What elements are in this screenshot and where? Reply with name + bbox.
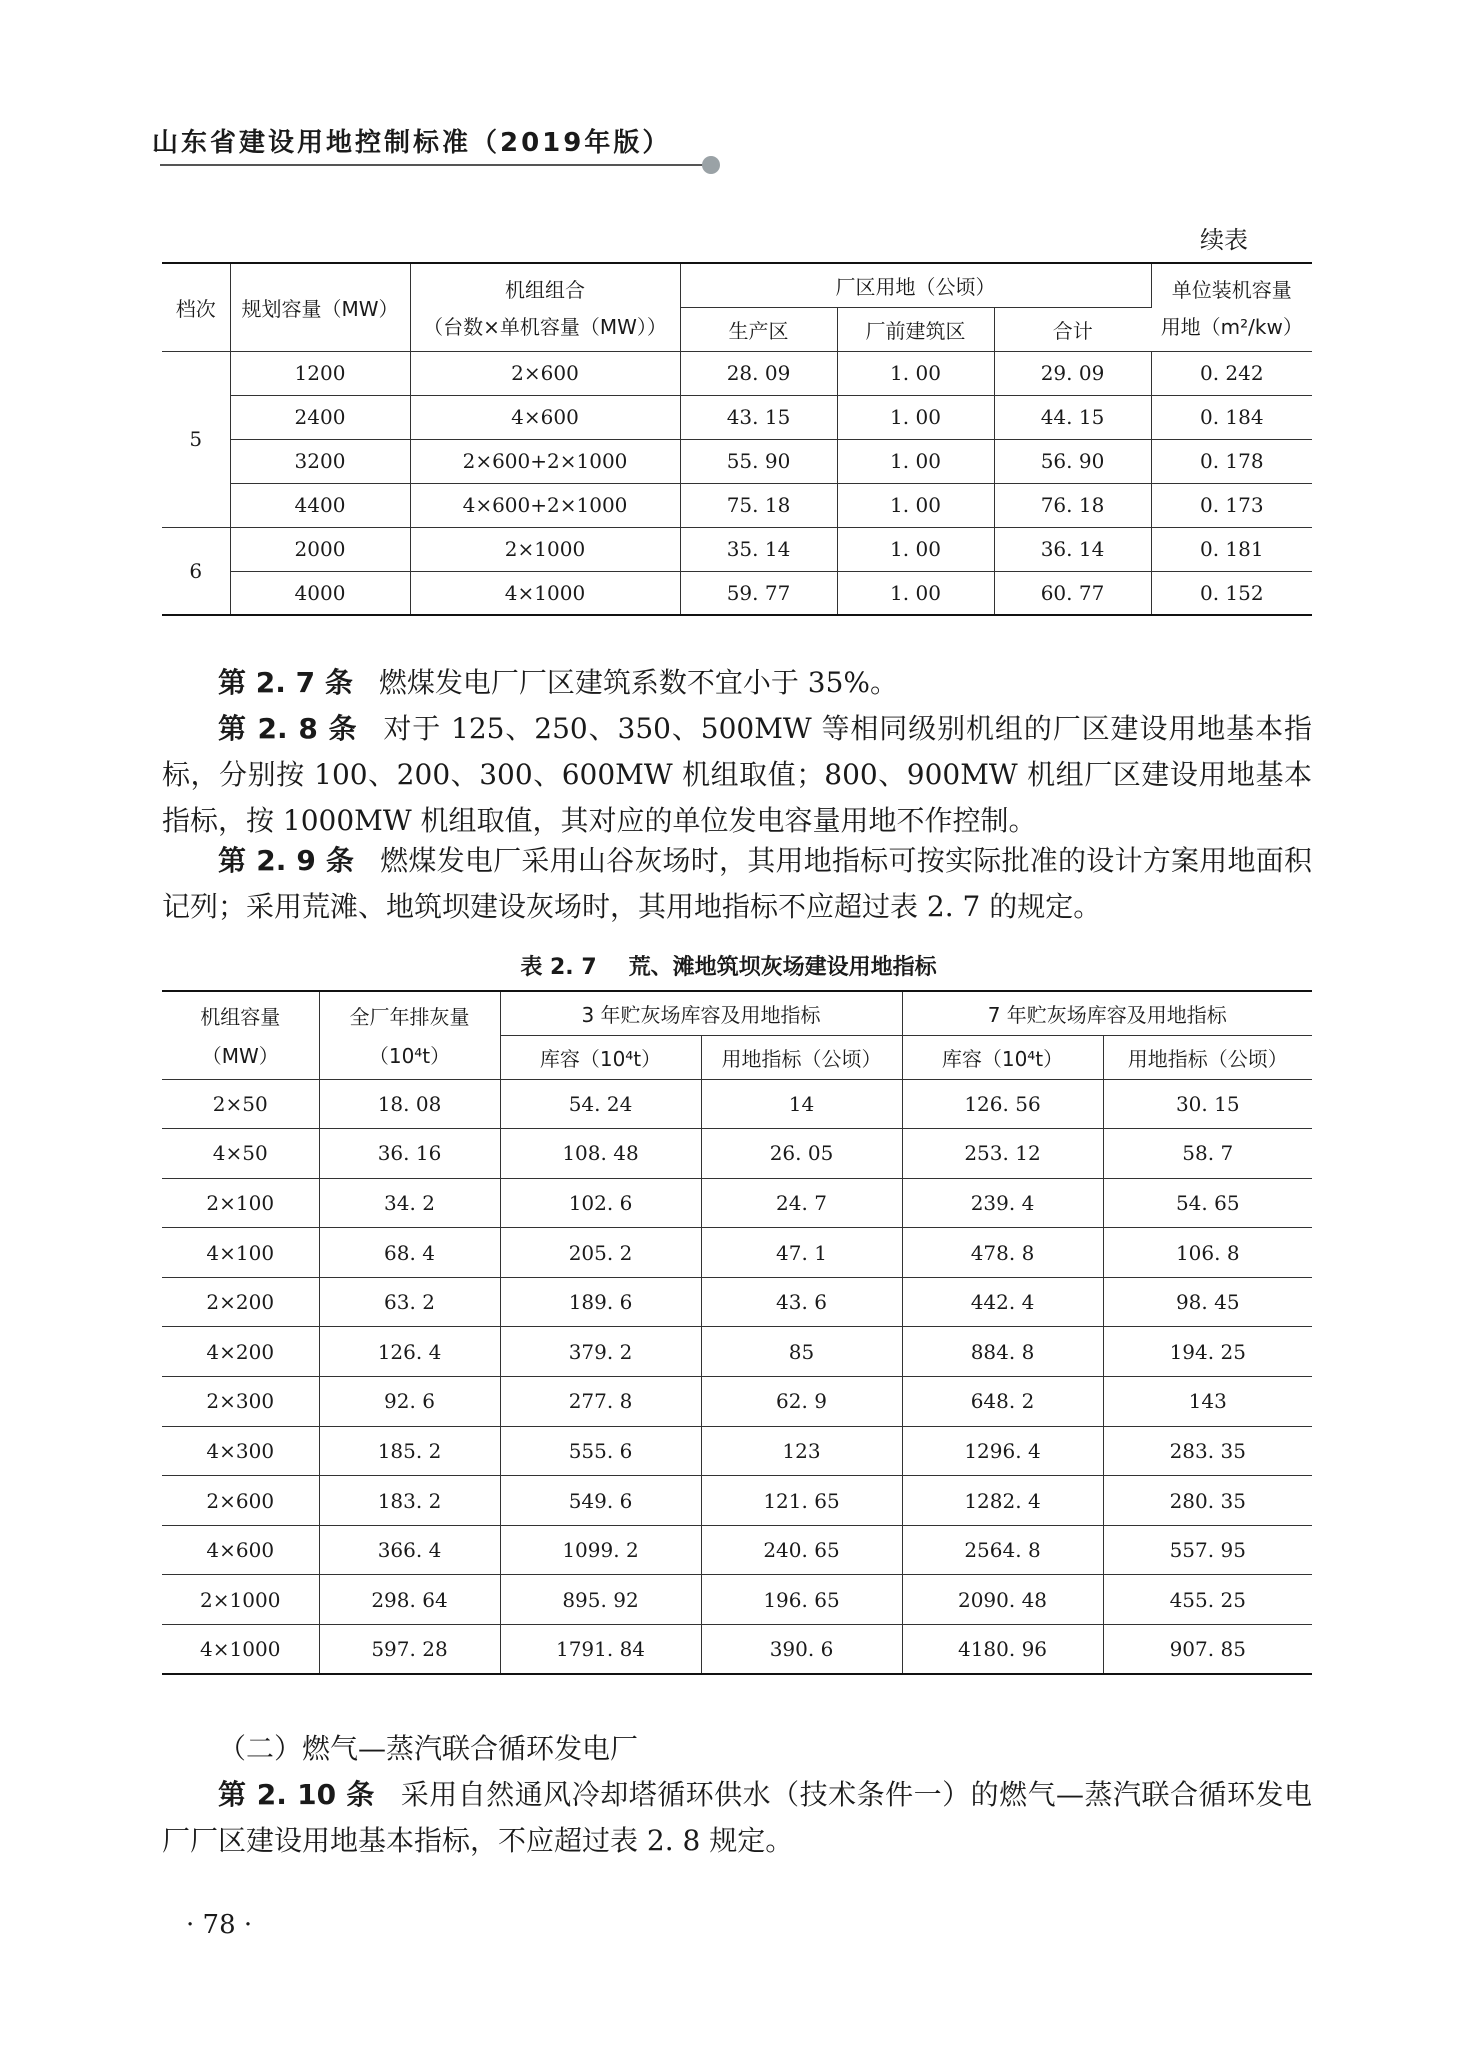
tier-cell: 5 bbox=[162, 351, 230, 527]
col-header-capacity: 规划容量（MW） bbox=[230, 263, 410, 351]
table-cell: 277. 8 bbox=[500, 1377, 701, 1427]
table-2-7-caption-title: 荒、滩地筑坝灰场建设用地指标 bbox=[628, 955, 937, 980]
table-cell: 34. 2 bbox=[319, 1178, 500, 1228]
table-cell: 2564. 8 bbox=[902, 1525, 1103, 1575]
table-cell: 442. 4 bbox=[902, 1277, 1103, 1327]
table-row bbox=[162, 439, 1312, 483]
col-header-tier: 档次 bbox=[162, 263, 230, 351]
clause-2-10-number: 第 2. 10 条 bbox=[218, 1778, 375, 1811]
col-header-annual-ash-line1: 全厂年排灰量 bbox=[349, 1005, 470, 1030]
col-header-7y-land: 用地指标（公顷） bbox=[1103, 1035, 1312, 1079]
table-cell: 4×600 bbox=[162, 1525, 319, 1575]
table-row bbox=[162, 1625, 1312, 1675]
col-header-3y-land: 用地指标（公顷） bbox=[701, 1035, 902, 1079]
clause-2-7-text: 燃煤发电厂厂区建筑系数不宜小于 35%。 bbox=[378, 666, 898, 699]
col-header-production: 生产区 bbox=[680, 307, 837, 351]
table-cell: 68. 4 bbox=[319, 1228, 500, 1278]
section-subheading: （二）燃气—蒸汽联合循环发电厂 bbox=[218, 1732, 639, 1765]
table-cell: 0. 184 bbox=[1151, 395, 1312, 439]
table-cell: 106. 8 bbox=[1103, 1228, 1312, 1278]
table-cell: 0. 242 bbox=[1151, 351, 1312, 395]
table-cell: 1791. 84 bbox=[500, 1625, 701, 1675]
col-header-7-year: 7 年贮灰场库容及用地指标 bbox=[902, 991, 1312, 1035]
table-cell: 3200 bbox=[230, 439, 410, 483]
table-cell: 54. 65 bbox=[1103, 1178, 1312, 1228]
table-cell: 907. 85 bbox=[1103, 1625, 1312, 1675]
table-row bbox=[162, 1327, 1312, 1377]
table-cell: 4×50 bbox=[162, 1129, 319, 1179]
table-cell: 1099. 2 bbox=[500, 1525, 701, 1575]
table-cell: 4000 bbox=[230, 571, 410, 615]
table-cell: 253. 12 bbox=[902, 1129, 1103, 1179]
col-header-unit-combo bbox=[410, 263, 680, 351]
table-cell: 92. 6 bbox=[319, 1377, 500, 1427]
table-cell: 102. 6 bbox=[500, 1178, 701, 1228]
table-continued-label: 续表 bbox=[1200, 226, 1248, 254]
table-cell: 390. 6 bbox=[701, 1625, 902, 1675]
table-row bbox=[162, 1377, 1312, 1427]
table-cell: 0. 173 bbox=[1151, 483, 1312, 527]
table-cell: 1. 00 bbox=[837, 571, 994, 615]
table-cell: 0. 152 bbox=[1151, 571, 1312, 615]
table-cell: 35. 14 bbox=[680, 527, 837, 571]
table-cell: 55. 90 bbox=[680, 439, 837, 483]
table-cell: 126. 56 bbox=[902, 1079, 1103, 1129]
clause-2-9 bbox=[162, 838, 1312, 930]
table-cell: 4×200 bbox=[162, 1327, 319, 1377]
col-header-unit-capacity-line1: 机组容量 bbox=[200, 1005, 281, 1030]
table-cell: 4×1000 bbox=[162, 1625, 319, 1675]
col-header-front: 厂前建筑区 bbox=[837, 307, 994, 351]
table-row bbox=[162, 1079, 1312, 1129]
table-cell: 555. 6 bbox=[500, 1426, 701, 1476]
table-row bbox=[162, 1575, 1312, 1625]
table-cell: 36. 16 bbox=[319, 1129, 500, 1179]
table-cell: 1. 00 bbox=[837, 395, 994, 439]
table-cell: 189. 6 bbox=[500, 1277, 701, 1327]
power-plant-land-table-continued bbox=[162, 262, 1312, 616]
table-cell: 2×1000 bbox=[162, 1575, 319, 1625]
clause-2-8 bbox=[162, 706, 1312, 844]
table-cell: 2×1000 bbox=[410, 527, 680, 571]
col-header-unit-capacity-line2: （MW） bbox=[201, 1044, 279, 1069]
table-cell: 62. 9 bbox=[701, 1377, 902, 1427]
table-row bbox=[162, 571, 1312, 615]
col-header-annual-ash bbox=[319, 991, 500, 1079]
table-cell: 4400 bbox=[230, 483, 410, 527]
table-cell: 44. 15 bbox=[994, 395, 1151, 439]
clause-2-7-number: 第 2. 7 条 bbox=[218, 666, 353, 699]
table-cell: 4×600 bbox=[410, 395, 680, 439]
table-cell: 126. 4 bbox=[319, 1327, 500, 1377]
table-cell: 884. 8 bbox=[902, 1327, 1103, 1377]
table-cell: 26. 05 bbox=[701, 1129, 902, 1179]
table-cell: 239. 4 bbox=[902, 1178, 1103, 1228]
table-cell: 47. 1 bbox=[701, 1228, 902, 1278]
table-cell: 185. 2 bbox=[319, 1426, 500, 1476]
col-header-unit-combo-line1: 机组组合 bbox=[505, 278, 585, 303]
table-cell: 557. 95 bbox=[1103, 1525, 1312, 1575]
table-cell: 98. 45 bbox=[1103, 1277, 1312, 1327]
table-cell: 29. 09 bbox=[994, 351, 1151, 395]
col-header-3y-storage: 库容（10⁴t） bbox=[500, 1035, 701, 1079]
table-cell: 43. 15 bbox=[680, 395, 837, 439]
table-cell: 18. 08 bbox=[319, 1079, 500, 1129]
table-cell: 2000 bbox=[230, 527, 410, 571]
clause-2-9-text: 燃煤发电厂采用山谷灰场时，其用地指标可按实际批准的设计方案用地面积记列；采用荒滩、地筑坝建设灰场时，其用地指标不应超过表 2. 7 的规定。 bbox=[162, 844, 1312, 923]
col-header-7y-storage: 库容（10⁴t） bbox=[902, 1035, 1103, 1079]
table-cell: 59. 77 bbox=[680, 571, 837, 615]
table-cell: 2×100 bbox=[162, 1178, 319, 1228]
table-cell: 1282. 4 bbox=[902, 1476, 1103, 1526]
col-header-total: 合计 bbox=[994, 307, 1151, 351]
table-cell: 2×50 bbox=[162, 1079, 319, 1129]
clause-2-9-number: 第 2. 9 条 bbox=[218, 844, 355, 877]
table-row bbox=[162, 1228, 1312, 1278]
table-cell: 0. 181 bbox=[1151, 527, 1312, 571]
col-header-unit-capacity bbox=[162, 991, 319, 1079]
table-cell: 108. 48 bbox=[500, 1129, 701, 1179]
table-cell: 85 bbox=[701, 1327, 902, 1377]
col-header-unit-combo-line2: （台数×单机容量（MW）） bbox=[423, 315, 667, 340]
table-cell: 183. 2 bbox=[319, 1476, 500, 1526]
table-cell: 143 bbox=[1103, 1377, 1312, 1427]
table-cell: 379. 2 bbox=[500, 1327, 701, 1377]
table-cell: 2090. 48 bbox=[902, 1575, 1103, 1625]
table-cell: 76. 18 bbox=[994, 483, 1151, 527]
table-cell: 28. 09 bbox=[680, 351, 837, 395]
table-cell: 2400 bbox=[230, 395, 410, 439]
header-dot-ornament bbox=[702, 156, 720, 174]
col-header-3-year: 3 年贮灰场库容及用地指标 bbox=[500, 991, 902, 1035]
table-row bbox=[162, 527, 1312, 571]
table-row bbox=[162, 351, 1312, 395]
table-row bbox=[162, 1277, 1312, 1327]
clause-2-7 bbox=[162, 660, 1312, 706]
table-row bbox=[162, 1525, 1312, 1575]
running-header-title: 山东省建设用地控制标准（2019年版） bbox=[152, 128, 672, 158]
table-cell: 2×300 bbox=[162, 1377, 319, 1427]
table-row bbox=[162, 1178, 1312, 1228]
table-cell: 123 bbox=[701, 1426, 902, 1476]
col-header-unit-land bbox=[1151, 263, 1312, 351]
table-cell: 1. 00 bbox=[837, 351, 994, 395]
table-cell: 2×600+2×1000 bbox=[410, 439, 680, 483]
col-header-annual-ash-line2: （10⁴t） bbox=[368, 1044, 451, 1069]
clause-2-10 bbox=[162, 1772, 1312, 1864]
table-cell: 298. 64 bbox=[319, 1575, 500, 1625]
table-cell: 196. 65 bbox=[701, 1575, 902, 1625]
table-row bbox=[162, 1476, 1312, 1526]
table-cell: 75. 18 bbox=[680, 483, 837, 527]
col-header-unit-land-line1: 单位装机容量 bbox=[1171, 278, 1292, 303]
table-cell: 1. 00 bbox=[837, 483, 994, 527]
table-cell: 2×200 bbox=[162, 1277, 319, 1327]
table-cell: 4×100 bbox=[162, 1228, 319, 1278]
table-cell: 478. 8 bbox=[902, 1228, 1103, 1278]
table-row bbox=[162, 1129, 1312, 1179]
table-cell: 455. 25 bbox=[1103, 1575, 1312, 1625]
table-cell: 283. 35 bbox=[1103, 1426, 1312, 1476]
table-cell: 597. 28 bbox=[319, 1625, 500, 1675]
table-row bbox=[162, 395, 1312, 439]
table-cell: 549. 6 bbox=[500, 1476, 701, 1526]
table-row bbox=[162, 483, 1312, 527]
table-cell: 60. 77 bbox=[994, 571, 1151, 615]
table-cell: 194. 25 bbox=[1103, 1327, 1312, 1377]
table-cell: 2×600 bbox=[162, 1476, 319, 1526]
table-cell: 58. 7 bbox=[1103, 1129, 1312, 1179]
table-cell: 24. 7 bbox=[701, 1178, 902, 1228]
table-cell: 0. 178 bbox=[1151, 439, 1312, 483]
page-number: · 78 · bbox=[186, 1910, 253, 1940]
table-cell: 30. 15 bbox=[1103, 1079, 1312, 1129]
table-cell: 121. 65 bbox=[701, 1476, 902, 1526]
table-cell: 1296. 4 bbox=[902, 1426, 1103, 1476]
table-cell: 240. 65 bbox=[701, 1525, 902, 1575]
table-cell: 648. 2 bbox=[902, 1377, 1103, 1427]
ash-yard-land-table bbox=[162, 990, 1312, 1675]
table-cell: 1200 bbox=[230, 351, 410, 395]
tier-cell: 6 bbox=[162, 527, 230, 615]
table-row bbox=[162, 1426, 1312, 1476]
col-header-unit-land-line2: 用地（m²/kw） bbox=[1160, 315, 1303, 340]
table-cell: 1. 00 bbox=[837, 439, 994, 483]
header-rule bbox=[160, 164, 708, 166]
table-cell: 895. 92 bbox=[500, 1575, 701, 1625]
col-header-plant-area: 厂区用地（公顷） bbox=[680, 263, 1151, 307]
table-cell: 205. 2 bbox=[500, 1228, 701, 1278]
clause-2-10-text: 采用自然通风冷却塔循环供水（技术条件一）的燃气—蒸汽联合循环发电厂厂区建设用地基本指标，不应超过表 2. 8 规定。 bbox=[162, 1778, 1312, 1857]
table-cell: 54. 24 bbox=[500, 1079, 701, 1129]
table-cell: 4×1000 bbox=[410, 571, 680, 615]
table-cell: 366. 4 bbox=[319, 1525, 500, 1575]
clause-2-8-number: 第 2. 8 条 bbox=[218, 712, 358, 745]
table-cell: 280. 35 bbox=[1103, 1476, 1312, 1526]
table-2-7-caption bbox=[0, 950, 1457, 981]
table-cell: 43. 6 bbox=[701, 1277, 902, 1327]
table-cell: 1. 00 bbox=[837, 527, 994, 571]
table-cell: 2×600 bbox=[410, 351, 680, 395]
table-cell: 36. 14 bbox=[994, 527, 1151, 571]
table-cell: 4×300 bbox=[162, 1426, 319, 1476]
table-cell: 4180. 96 bbox=[902, 1625, 1103, 1675]
clause-2-8-text: 对于 125、250、350、500MW 等相同级别机组的厂区建设用地基本指标，分别按 100、200、300、600MW 机组取值；800、900MW 机组厂区建设用地基本指标，按 1000MW 机组取值，其对应的单位发电容量用地不作控制。 bbox=[162, 712, 1312, 837]
table-cell: 56. 90 bbox=[994, 439, 1151, 483]
table-cell: 63. 2 bbox=[319, 1277, 500, 1327]
table-cell: 14 bbox=[701, 1079, 902, 1129]
table-cell: 4×600+2×1000 bbox=[410, 483, 680, 527]
table-2-7-caption-number: 表 2. 7 bbox=[520, 955, 597, 980]
